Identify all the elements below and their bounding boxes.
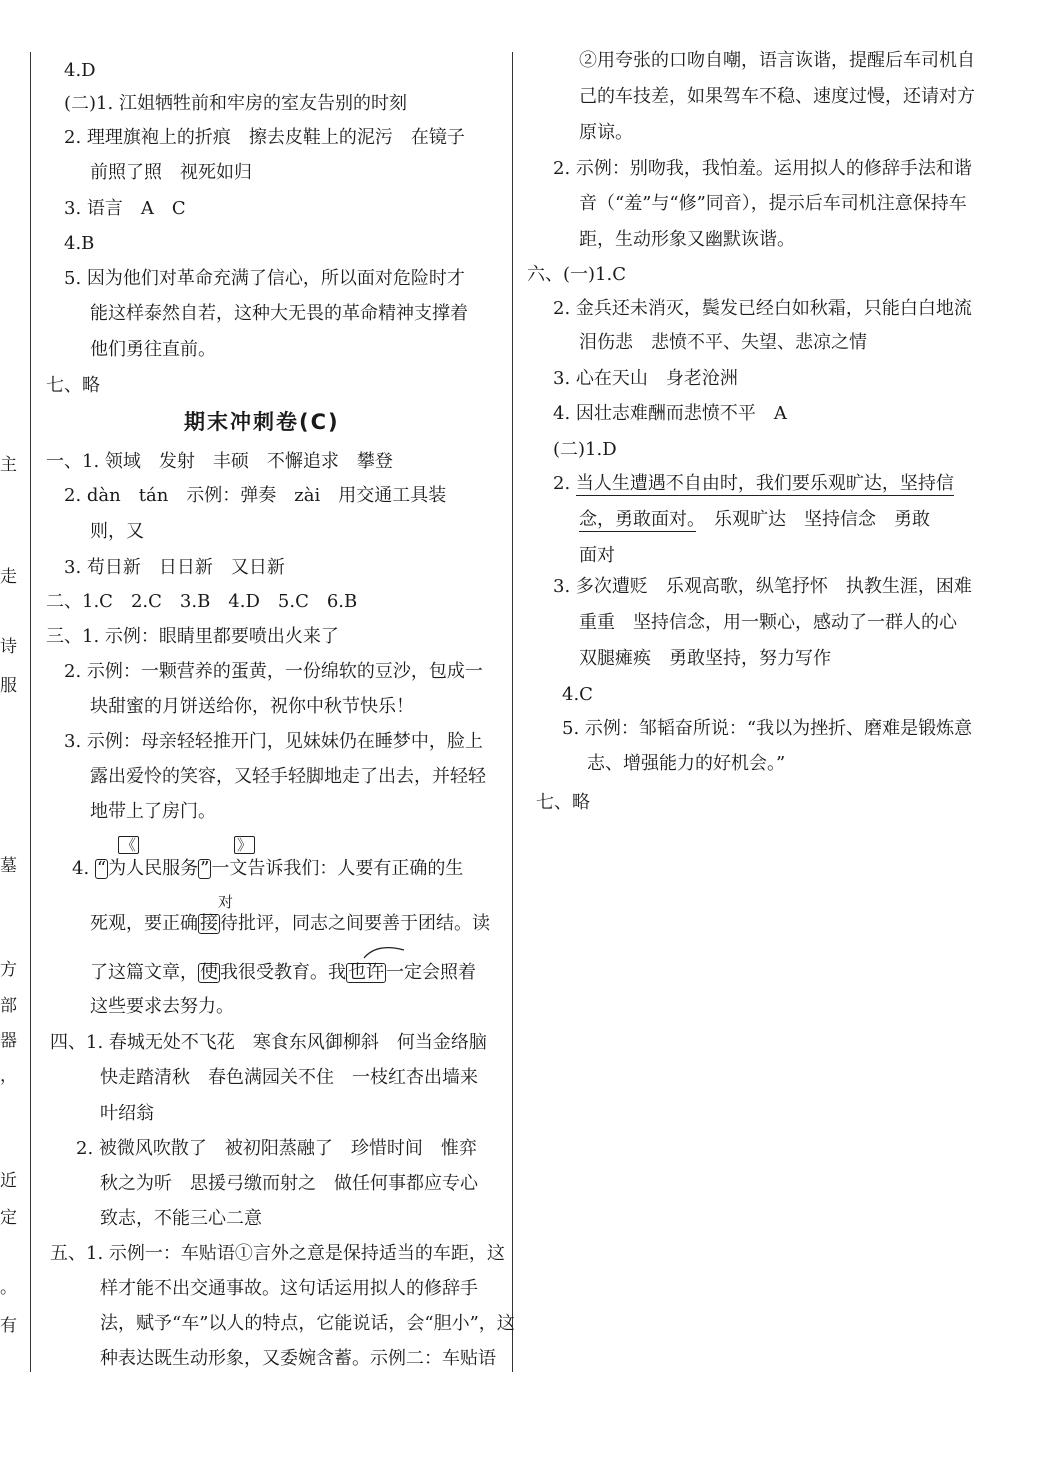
answer-line: 这些要求去努力。 <box>90 996 234 1017</box>
answer-line: 双腿瘫痪 勇敢坚持，努力写作 <box>579 648 831 669</box>
answer-line: 原谅。 <box>579 122 633 143</box>
correction-mark: 》 <box>234 836 255 854</box>
correction-mark: 对 <box>218 893 234 911</box>
answer-line: 3. 多次遭贬 乐观高歌，纵笔抒怀 执教生涯，困难 <box>553 576 972 597</box>
answer-line: (二)1.D <box>553 439 617 460</box>
answer-line: 种表达既生动形象，又委婉含蓄。示例二：车贴语 <box>100 1348 496 1369</box>
edge-fragment: 近 <box>0 1171 17 1191</box>
edge-fragment: 墓 <box>0 856 17 876</box>
answer-line: 七、略 <box>536 792 590 813</box>
edge-fragment: ， <box>0 1066 17 1086</box>
answer-line: 泪伤悲 悲愤不平、失望、悲凉之情 <box>579 332 867 353</box>
answer-line: (二)1. 江姐牺牲前和牢房的室友告别的时刻 <box>64 93 407 114</box>
answer-text: 待批评，同志之间要善于团结。读 <box>220 913 490 934</box>
correction-mark: 《 <box>118 836 139 854</box>
answer-line: 块甜蜜的月饼送给你，祝你中秋节快乐！ <box>90 696 414 717</box>
answer-line: 5. 因为他们对革命充满了信心，所以面对危险时才 <box>64 268 465 289</box>
answer-line: 六、(一)1.C <box>527 264 626 285</box>
edge-fragment: 走 <box>0 567 17 587</box>
answer-line: 2. 示例：别吻我，我怕羞。运用拟人的修辞手法和谐 <box>553 158 972 179</box>
answer-line: 4. 因壮志难酬而悲愤不平 A <box>553 403 787 424</box>
underlined-answer: 当人生遭遇不自由时，我们要乐观旷达，坚持信 <box>575 473 954 494</box>
section-title: 期末冲刺卷(C) <box>184 410 340 434</box>
answer-line: 距，生动形象又幽默诙谐。 <box>579 229 795 250</box>
delete-mark <box>362 944 406 960</box>
answer-line <box>72 858 463 880</box>
answer-line: 5. 示例：邹韬奋所说：“我以为挫折、磨难是锻炼意 <box>562 718 973 739</box>
answer-line: 致志，不能三心二意 <box>100 1208 262 1229</box>
answer-line: 3. 苟日新 日日新 又日新 <box>64 557 285 578</box>
answer-line: 3. 心在天山 身老沧洲 <box>553 368 738 389</box>
answer-text: 死观，要正确 <box>90 913 198 934</box>
answer-line: 志、增强能力的好机会。” <box>587 753 786 774</box>
edge-fragment: 诗 <box>0 637 17 657</box>
answer-line: 3. 语言 A C <box>64 198 186 219</box>
answer-text: 一定会照着 <box>386 962 476 983</box>
corrected-quote: ” <box>200 858 210 879</box>
edge-fragment: 主 <box>0 455 17 475</box>
answer-line: 音（“羞”与“修”同音），提示后车司机注意保持车 <box>579 193 967 214</box>
answer-line: 露出爱怜的笑容，又轻手轻脚地走了出去，并轻轻 <box>90 766 486 787</box>
answer-text: 了这篇文章， <box>90 962 198 983</box>
answer-line <box>579 509 930 531</box>
edge-fragment: 方 <box>0 960 17 980</box>
answer-line: 秋之为听 思援弓缴而射之 做任何事都应专心 <box>100 1173 478 1194</box>
answer-line: 3. 示例：母亲轻轻推开门，见妹妹仍在睡梦中，脸上 <box>64 731 483 752</box>
edge-fragment: 服 <box>0 676 17 696</box>
marked-word: 接 <box>200 913 218 934</box>
answer-line <box>90 913 490 935</box>
answer-line: 4.B <box>64 233 95 254</box>
answer-line: 2. 被微风吹散了 被初阳蒸融了 珍惜时间 惟弈 <box>76 1138 477 1159</box>
answer-line: 4.C <box>562 684 593 705</box>
edge-fragment: 有 <box>0 1316 17 1336</box>
answer-text: 为人民服务 <box>108 858 199 879</box>
answer-text: 一文告诉我们：人要有正确的生 <box>211 858 464 879</box>
answer-line: 法，赋予“车”以人的特点，它能说话，会“胆小”，这 <box>100 1313 515 1334</box>
question-number: 4. <box>72 858 90 879</box>
answer-line: 2. dàn tán 示例：弹奏 zài 用交通工具装 <box>64 485 447 506</box>
edge-fragment: 部 <box>0 996 17 1016</box>
answer-line: 己的车技差，如果驾车不稳、速度过慢，还请对方 <box>579 86 975 107</box>
answer-line: 2. 示例：一颗营养的蛋黄，一份绵软的豆沙，包成一 <box>64 661 483 682</box>
answer-line: 一、1. 领域 发射 丰硕 不懈追求 攀登 <box>46 451 393 472</box>
answer-line: ②用夸张的口吻自嘲，语言诙谐，提醒后车司机自 <box>579 50 975 71</box>
left-margin-rule <box>30 52 31 1372</box>
answer-line: 2. 理理旗袍上的折痕 擦去皮鞋上的泥污 在镜子 <box>64 127 465 148</box>
answer-line <box>90 962 476 984</box>
answer-line: 2. 金兵还未消灭，鬓发已经白如秋霜，只能白白地流 <box>553 298 972 319</box>
answer-line: 面对 <box>579 545 615 566</box>
answer-line: 快走踏清秋 春色满园关不住 一枝红杏出墙来 <box>100 1067 478 1088</box>
answer-line: 样才能不出交通事故。这句话运用拟人的修辞手 <box>100 1278 478 1299</box>
answer-line: 叶绍翁 <box>100 1103 154 1124</box>
answer-line: 能这样泰然自若，这种大无畏的革命精神支撑着 <box>90 303 468 324</box>
edge-fragment: 定 <box>0 1208 17 1228</box>
answer-line: 三、1. 示例：眼睛里都要喷出火来了 <box>46 626 339 647</box>
answer-line <box>553 473 954 495</box>
question-number: 2. <box>553 473 571 494</box>
answer-line: 则，又 <box>90 521 144 542</box>
answer-line: 4.D <box>64 60 96 81</box>
answer-line: 五、1. 示例一：车贴语①言外之意是保持适当的车距，这 <box>50 1243 505 1264</box>
answer-line: 二、1.C 2.C 3.B 4.D 5.C 6.B <box>46 591 358 612</box>
answer-line: 前照了照 视死如归 <box>90 162 252 183</box>
underlined-answer: 念，勇敢面对。 <box>579 509 696 530</box>
answer-line: 重重 坚持信念，用一颗心，感动了一群人的心 <box>579 612 957 633</box>
column-divider <box>512 52 513 1372</box>
answer-text: 我很受教育。我 <box>220 962 346 983</box>
marked-word: 使 <box>200 962 218 983</box>
edge-fragment: 器 <box>0 1031 17 1051</box>
answer-line: 他们勇往直前。 <box>90 339 216 360</box>
answer-line: 地带上了房门。 <box>90 801 216 822</box>
answer-line: 四、1. 春城无处不飞花 寒食东风御柳斜 何当金络脑 <box>50 1032 487 1053</box>
answer-line: 七、略 <box>46 375 100 396</box>
edge-fragment: 。 <box>0 1278 17 1298</box>
answer-text: 乐观旷达 坚持信念 勇敢 <box>696 509 930 530</box>
corrected-quote: “ <box>96 858 107 879</box>
marked-word: 也许 <box>348 962 384 983</box>
